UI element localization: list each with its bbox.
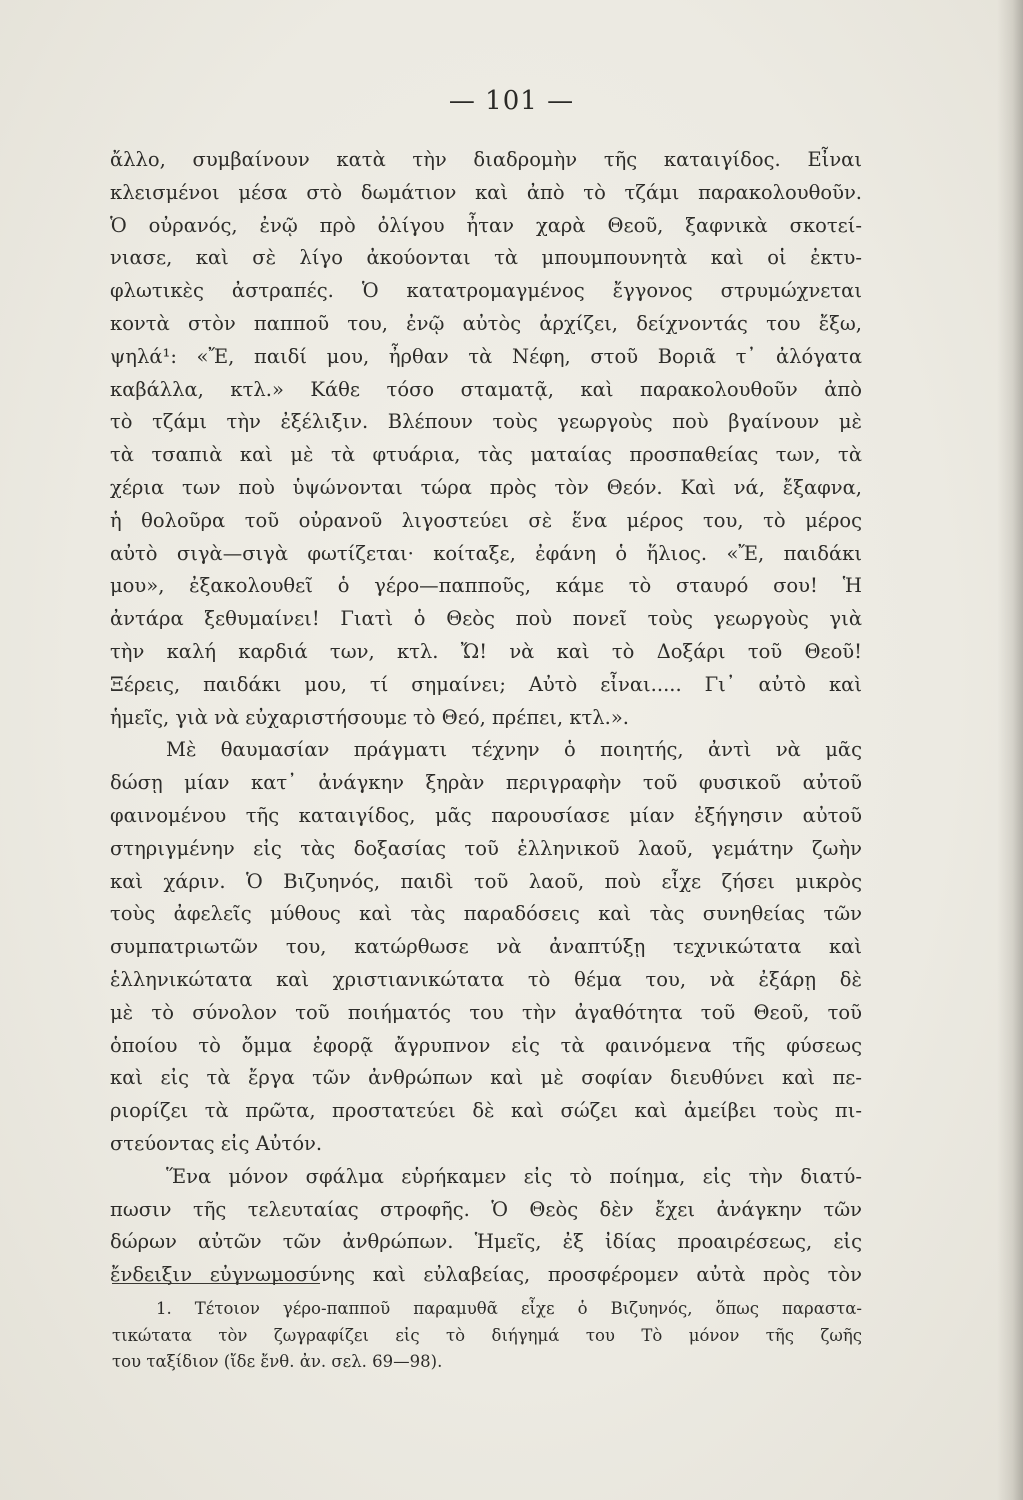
text-line: κοντὰ στὸν παπποῦ του, ἐνῷ αὐτὸς ἀρχίζει, δείχνοντάς του ἔξω, — [110, 311, 862, 335]
text-line: αὐτὸ σιγὰ—σιγὰ φωτίζεται· κοίταξε, ἐφάνη ὁ ἥλιος. «Ἔ, παιδάκι — [110, 541, 862, 565]
text-line: ἔνδειξιν εὐγνωμοσύνης καὶ εὐλαβείας, προσφέρομεν αὐτὰ πρὸς τὸν — [110, 1263, 862, 1287]
footnote-separator — [112, 1283, 320, 1284]
text-line: ἡ θολοῦρα τοῦ οὐρανοῦ λιγοστεύει σὲ ἕνα μέρος του, τὸ μέρος — [110, 508, 862, 532]
text-line: καὶ εἰς τὰ ἔργα τῶν ἀνθρώπων καὶ μὲ σοφίαν διευθύνει καὶ πε- — [110, 1066, 862, 1090]
text-line: τὸ τζάμι τὴν ἐξέλιξιν. Βλέπουν τοὺς γεωργοὺς ποὺ βγαίνουν μὲ — [110, 410, 862, 434]
text-line: δώσῃ μίαν κατ᾽ ἀνάγκην ξηρὰν περιγραφὴν τοῦ φυσικοῦ αὐτοῦ — [110, 771, 862, 795]
text-line: καβάλλα, κτλ.» Κάθε τόσο σταματᾷ, καὶ παρακολουθοῦν ἀπὸ — [110, 377, 862, 401]
text-line: ψηλά¹: «Ἔ, παιδί μου, ἦρθαν τὰ Νέφη, στοῦ Βοριᾶ τ᾽ ἀλόγατα — [110, 344, 862, 368]
text-line: συμπατριωτῶν του, κατώρθωσε νὰ ἀναπτύξῃ τεχνικώτατα καὶ — [110, 935, 862, 959]
text-line: πωσιν τῆς τελευταίας στροφῆς. Ὁ Θεὸς δὲν ἔχει ἀνάγκην τῶν — [110, 1197, 862, 1221]
text-line: φλωτικὲς ἀστραπές. Ὁ κατατρομαγμένος ἔγγονος στρυμώχνεται — [110, 279, 862, 303]
text-line: κλεισμένοι μέσα στὸ δωμάτιον καὶ ἀπὸ τὸ τζάμι παρακολουθοῦν. — [110, 180, 862, 204]
footnote — [112, 1296, 862, 1376]
body-text — [110, 144, 862, 1292]
page-number: — 101 — — [448, 86, 575, 116]
text-line: στεύοντας εἰς Αὐτόν. — [110, 1131, 323, 1155]
text-line: χέρια των ποὺ ὑψώνονται τώρα πρὸς τὸν Θεόν. Καὶ νά, ἔξαφνα, — [110, 475, 862, 499]
paragraph-start-line: Ἕνα μόνον σφάλμα εὑρήκαμεν εἰς τὸ ποίημα, εἰς τὴν διατύ- — [166, 1164, 862, 1188]
text-line: Ξέρεις, παιδάκι μου, τί σημαίνει; Αὐτὸ εἶναι..... Γι᾽ αὐτὸ καὶ — [110, 672, 862, 696]
text-line: δώρων αὐτῶν τῶν ἀνθρώπων. Ἡμεῖς, ἐξ ἰδίας προαιρέσεως, εἰς — [110, 1230, 862, 1254]
text-line: μὲ τὸ σύνολον τοῦ ποιήματός του τὴν ἀγαθότητα τοῦ Θεοῦ, τοῦ — [110, 1000, 862, 1024]
text-line: ἄλλο, συμβαίνουν κατὰ τὴν διαδρομὴν τῆς καταιγίδος. Εἶναι — [110, 148, 862, 171]
text-line: τὴν καλή καρδιά των, κτλ. Ὤ! νὰ καὶ τὸ Δοξάρι τοῦ Θεοῦ! — [110, 639, 862, 663]
text-line: ἡμεῖς, γιὰ νὰ εὐχαριστήσουμε τὸ Θεό, πρέπει, κτλ.». — [110, 705, 629, 729]
text-line: τὰ τσαπιὰ καὶ μὲ τὰ φτυάρια, τὰς ματαίας προσπαθείας των, τὰ — [110, 443, 862, 467]
page-edge-shadow — [997, 0, 1023, 1500]
text-line: μου», ἐξακολουθεῖ ὁ γέρο—παπποῦς, κάμε τὸ σταυρό σου! Ἡ — [110, 574, 862, 598]
text-line: στηριγμένην εἰς τὰς δοξασίας τοῦ ἑλληνικοῦ λαοῦ, γεμάτην ζωὴν — [110, 836, 862, 860]
text-line: ὁποίου τὸ ὄμμα ἐφορᾷ ἄγρυπνον εἰς τὰ φαινόμενα τῆς φύσεως — [110, 1033, 862, 1057]
text-line: ἀντάρα ξεθυμαίνει! Γιατὶ ὁ Θεὸς ποὺ πονεῖ τοὺς γεωργοὺς γιὰ — [110, 607, 862, 631]
footnote-line: 1. Τέτοιον γέρο-παπποῦ παραμυθᾶ εἶχε ὁ Βιζυηνός, ὅπως παραστα- — [156, 1299, 862, 1318]
text-line: ἑλληνικώτατα καὶ χριστιανικώτατα τὸ θέμα του, νὰ ἐξάρῃ δὲ — [110, 967, 862, 991]
paragraph-start-line: Μὲ θαυμασίαν πράγματι τέχνην ὁ ποιητής, ἀντὶ νὰ μᾶς — [166, 738, 862, 762]
text-line: ριορίζει τὰ πρῶτα, προστατεύει δὲ καὶ σώζει καὶ ἀμείβει τοὺς πι- — [110, 1099, 862, 1123]
footnote-line: τικώτατα τὸν ζωγραφίζει εἰς τὸ διήγημά του Τὸ μόνον τῆς ζωῆς — [112, 1325, 862, 1345]
text-line: Ὁ οὐρανός, ἐνῷ πρὸ ὀλίγου ἦταν χαρὰ Θεοῦ, ξαφνικὰ σκοτεί- — [110, 213, 862, 237]
footnote-line: του ταξίδιον (ἴδε ἔνθ. ἀν. σελ. 69—98). — [112, 1352, 443, 1371]
text-line: νιασε, καὶ σὲ λίγο ἀκούονται τὰ μπουμπουνητὰ καὶ οἱ ἐκτυ- — [110, 246, 862, 270]
text-line: φαινομένου τῆς καταιγίδος, μᾶς παρουσίασε μίαν ἐξήγησιν αὐτοῦ — [110, 803, 862, 827]
text-line: τοὺς ἀφελεῖς μύθους καὶ τὰς παραδόσεις καὶ τὰς συνηθείας τῶν — [110, 902, 862, 926]
text-line: καὶ χάριν. Ὁ Βιζυηνός, παιδὶ τοῦ λαοῦ, ποὺ εἶχε ζήσει μικρὸς — [110, 869, 862, 893]
